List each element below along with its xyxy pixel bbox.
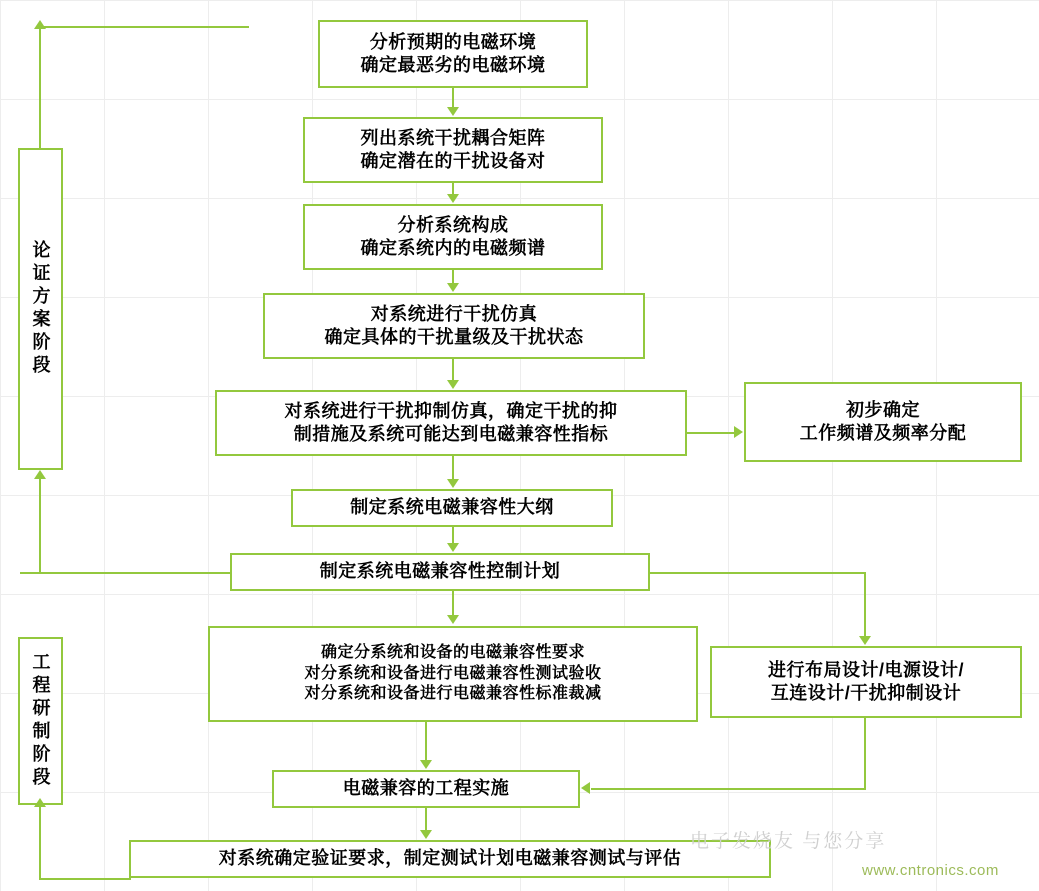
node-verification-test-evaluation: [129, 840, 771, 878]
arrowhead-1-2: [447, 107, 459, 116]
arrowhead-5-6: [734, 426, 743, 438]
node-preliminary-spectrum: [744, 382, 1022, 462]
node-4-line-2: 确定具体的干扰量级及干扰状态: [324, 327, 584, 347]
node-9-line-1: 确定分系统和设备的电磁兼容性要求: [320, 644, 585, 662]
node-analyze-em-environment: [318, 20, 588, 88]
node-5-line-1: 对系统进行干扰抑制仿真，确定干扰的抑: [284, 400, 618, 421]
feedback-mid-horizontal: [20, 572, 232, 574]
node-2-line-2: 确定潜在的干扰设备对: [360, 151, 546, 171]
connector-7-8: [452, 527, 454, 543]
node-11-line-1: 电磁兼容的工程实施: [342, 778, 510, 799]
node-emc-outline: [291, 489, 613, 527]
connector-10-11-vertical: [864, 718, 866, 789]
feedback-mid-vertical: [39, 478, 41, 572]
node-5-line-2: 制措施及系统可能达到电磁兼容性指标: [293, 424, 609, 444]
arrowhead-feedback-design: [34, 470, 46, 479]
connector-8-10-vertical: [864, 572, 866, 636]
watermark-url: www.cntronics.com: [862, 862, 999, 879]
node-6-line-1: 初步确定: [846, 399, 920, 420]
arrowhead-9-11: [420, 760, 432, 769]
node-2-line-1: 列出系统干扰耦合矩阵: [360, 127, 546, 148]
feedback-left-vertical-bottom: [39, 858, 41, 880]
node-12-line-1: 对系统确定验证要求，制定测试计划电磁兼容测试与评估: [218, 848, 682, 869]
node-6-line-2: 工作频谱及频率分配: [799, 423, 967, 443]
node-engineering-implementation: [272, 770, 580, 808]
feedback-bottom-horizontal: [39, 878, 131, 880]
arrowhead-7-8: [447, 543, 459, 552]
arrowhead-feedback-engineering: [34, 798, 46, 807]
node-4-line-1: 对系统进行干扰仿真: [370, 303, 538, 324]
arrowhead-8-10: [859, 636, 871, 645]
arrowhead-8-9: [447, 615, 459, 624]
connector-8-10-horizontal: [650, 572, 866, 574]
connector-1-2: [452, 88, 454, 108]
node-subsystem-requirements: [208, 626, 698, 722]
node-3-line-1: 分析系统构成: [397, 214, 509, 235]
arrowhead-feedback-top: [34, 20, 46, 29]
node-1-line-1: 分析预期的电磁环境: [369, 31, 537, 52]
node-layout-power-design: [710, 646, 1022, 718]
connector-5-7: [452, 456, 454, 479]
arrowhead-5-7: [447, 479, 459, 488]
node-coupling-matrix: [303, 117, 603, 183]
arrowhead-10-11: [581, 782, 590, 794]
connector-8-9: [452, 591, 454, 615]
feedback-top-horizontal: [39, 26, 249, 28]
node-3-line-2: 确定系统内的电磁频谱: [360, 238, 546, 258]
feedback-top-vertical: [39, 28, 41, 148]
node-9-line-3: 对分系统和设备进行电磁兼容性标准裁减: [304, 685, 602, 703]
arrowhead-2-3: [447, 194, 459, 203]
phase-label-engineering: 工程研制阶段: [18, 637, 63, 805]
arrowhead-11-12: [420, 830, 432, 839]
arrowhead-3-4: [447, 283, 459, 292]
connector-4-5: [452, 359, 454, 381]
feedback-left-vertical-lower: [39, 805, 41, 860]
node-emc-control-plan: [230, 553, 650, 591]
node-1-line-2: 确定最恶劣的电磁环境: [360, 55, 546, 75]
connector-10-11-horizontal: [591, 788, 866, 790]
connector-11-12: [425, 808, 427, 830]
connector-9-11: [425, 722, 427, 760]
connector-5-6: [687, 432, 735, 434]
node-7-line-1: 制定系统电磁兼容性大纲: [350, 497, 554, 518]
arrowhead-4-5: [447, 380, 459, 389]
node-9-line-2: 对分系统和设备进行电磁兼容性测试验收: [304, 664, 602, 682]
node-10-line-1: 进行布局设计/电源设计/: [767, 659, 964, 680]
node-interference-simulation: [263, 293, 645, 359]
node-10-line-2: 互连设计/干扰抑制设计: [770, 683, 962, 703]
watermark-text: 电子发烧友 与您分享: [690, 831, 887, 852]
connector-3-4: [452, 270, 454, 284]
node-system-composition: [303, 204, 603, 270]
node-suppression-simulation: [215, 390, 687, 456]
node-8-line-1: 制定系统电磁兼容性控制计划: [319, 561, 561, 582]
phase-label-design: 论证方案阶段: [18, 148, 63, 470]
